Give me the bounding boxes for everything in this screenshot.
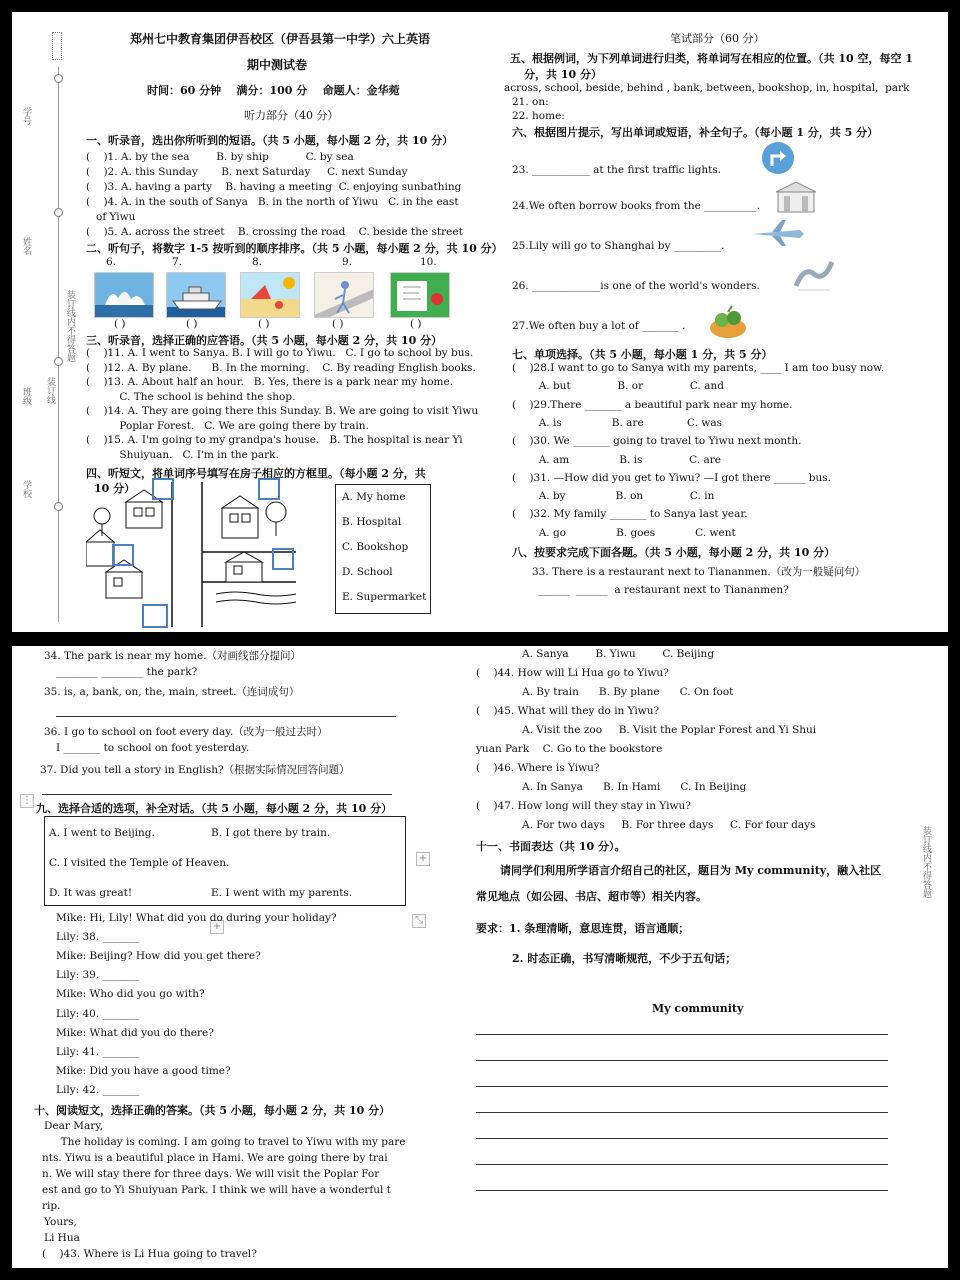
dialog-line: Lily: 42. _______ <box>56 1083 140 1096</box>
question-line: A. by B. on C. in <box>512 490 715 503</box>
pic-number: 8. <box>252 256 263 268</box>
section-2-title: 二、听句子，将数字 1-5 按听到的顺序排序。（共 5 小题，每小题 2 分，共 10 分） <box>86 242 503 255</box>
passage-line: est and go to Yi Shuiyuan Park. I think we will have a wonderful t <box>42 1184 391 1196</box>
question-line: ( )45. What will they do in Yiwu? <box>476 705 660 717</box>
option-item: D. It was great! <box>49 887 133 899</box>
option-item: C. I visited the Temple of Heaven. <box>49 857 230 869</box>
question-line: of Yiwu <box>96 211 136 223</box>
plane-icon <box>750 218 806 252</box>
question-line: ( )14. A. They are going there this Sunday. B. We are going to visit Yiwu <box>86 405 479 417</box>
listening-heading: 听力部分（40 分） <box>244 109 339 122</box>
answer-box[interactable] <box>258 478 280 500</box>
question-line: A. go B. goes C. went <box>512 526 736 539</box>
section-4-title: 四、听短文，将单词序号填写在房子相应的方框里。（每小题 2 分，共 <box>86 467 426 480</box>
section-1-title: 一、听录音，选出你所听到的短语。（共 5 小题，每小题 2 分，共 10 分） <box>86 134 454 147</box>
margin-note: 装订线 <box>45 377 55 404</box>
map-picture <box>390 272 450 318</box>
section-8-title: 八、按要求完成下面各题。（共 5 小题，每小题 2 分，共 10 分） <box>512 546 836 559</box>
question-line: 34. The park is near my home.（对画线部分提问） <box>44 650 302 662</box>
section-6-item: 25.Lily will go to Shanghai by _________. <box>512 240 725 252</box>
section-5-title-cont: 分，共 10 分） <box>524 68 602 81</box>
exam-page-2 <box>12 646 948 1268</box>
question-line: ( )47. How long will they stay in Yiwu? <box>476 800 691 812</box>
writing-line[interactable] <box>476 1190 888 1191</box>
question-line: Poplar Forest. C. We are going there by train. <box>86 419 369 432</box>
question-line: ( )13. A. About half an hour. B. Yes, there is a park near my home. <box>86 376 454 388</box>
option-item: A. I went to Beijing. <box>49 827 155 839</box>
answer-box[interactable] <box>272 548 294 570</box>
answer-bracket[interactable]: ( ) <box>114 318 126 330</box>
question-line: C. The school is behind the shop. <box>86 390 296 403</box>
section-9-options <box>44 816 406 906</box>
dialog-line: Mike: Who did you go with? <box>56 988 205 1001</box>
question-line: ( )11. A. I went to Sanya. B. I will go to Yiwu. C. I go to school by bus. <box>86 347 474 359</box>
essay-title: My community <box>652 1002 744 1015</box>
question-line: A. For two days B. For three days C. For four days <box>522 819 816 831</box>
writing-line[interactable] <box>476 1034 888 1035</box>
section-6-title: 六、根据图片提示，写出单词或短语，补全句子。（每小题 1 分，共 5 分） <box>512 126 879 139</box>
question-line: A. but B. or C. and <box>512 380 724 393</box>
question-line: ( )28.I want to go to Sanya with my parents, ____ I am too busy now. <box>512 362 885 374</box>
question-line: A. In Sanya B. In Hami C. In Beijing <box>522 781 747 793</box>
question-line: A. am B. is C. are <box>512 453 721 466</box>
section-5-row: 21. on: <box>512 96 549 108</box>
vegetables-icon <box>706 304 750 344</box>
question-line: 36. I go to school on foot every day.（改为一般过去时） <box>44 726 328 738</box>
option-item: B. Hospital <box>342 516 402 528</box>
pic-number: 6. <box>106 256 117 268</box>
section-4-title-cont: 10 分） <box>94 482 136 495</box>
section-5-wordlist: across, school, beside, behind , bank, between, bookshop, in, hospital, park <box>504 82 910 94</box>
section-3-title: 三、听录音，选择正确的应答语。（共 5 小题，每小题 2 分，共 10 分） <box>86 334 443 347</box>
question-line: ( )29.There _______ a beautiful park near my home. <box>512 398 793 411</box>
dialog-line: Lily: 39. _______ <box>56 969 140 982</box>
passage-line: nts. Yiwu is a beautiful place in Hami. We are going there by trai <box>42 1152 388 1164</box>
option-item: E. I went with my parents. <box>211 887 353 899</box>
question-33: 33. There is a restaurant next to Tiananmen.（改为一般疑问句） <box>532 566 866 578</box>
ship-picture <box>166 272 226 318</box>
margin-label: 姓名 <box>21 237 31 255</box>
pic-number: 7. <box>172 256 183 268</box>
question-line: ( )12. A. By plane. B. In the morning. C. By reading English books. <box>86 361 476 374</box>
add-icon[interactable]: + <box>416 852 430 866</box>
library-icon <box>774 180 818 218</box>
margin-note: 装订线内不得答题 <box>921 826 931 898</box>
dialog-line: Lily: 38. _______ <box>56 931 140 944</box>
add-icon[interactable]: + <box>210 920 224 934</box>
passage-line: Li Hua <box>44 1232 80 1244</box>
question-line: 37. Did you tell a story in English?（根据实际情况回答问题） <box>40 764 350 776</box>
section-6-item: 24.We often borrow books from the __________. <box>512 200 761 212</box>
answer-bracket[interactable]: ( ) <box>186 318 198 330</box>
crossing-picture <box>314 272 374 318</box>
margin-label: 班级 <box>21 387 31 405</box>
section-5-row: 22. home: <box>512 110 565 122</box>
question-line: ( )46. Where is Yiwu? <box>476 762 600 774</box>
section-6-item: 27.We often buy a lot of _______ . <box>512 320 686 332</box>
answer-box[interactable] <box>152 478 174 500</box>
exam-title: 郑州七中教育集团伊吾校区（伊吾县第一中学）六上英语 <box>130 32 431 46</box>
dialog-line: Lily: 41. _______ <box>56 1045 140 1058</box>
section-5-title: 五、根据例词，为下列单词进行归类，将单词写在相应的位置。（共 10 空，每空 1 <box>510 52 913 65</box>
dialog-line: Mike: What did you do there? <box>56 1026 214 1039</box>
question-line: ( )32. My family _______ to Sanya last year. <box>512 508 748 521</box>
question-line: A. By train B. By plane C. On foot <box>522 686 734 698</box>
option-item: B. I got there by train. <box>211 827 331 839</box>
margin-note: 装订线内不得答题 <box>65 290 75 362</box>
question-line: Shuiyuan. C. I'm in the park. <box>86 448 279 461</box>
section-6-item: 23. ___________ at the first traffic lights. <box>512 164 722 176</box>
question-line: ( )3. A. having a party B. having a meeting C. enjoying sunbathing <box>86 181 462 193</box>
dialog-line: Mike: Beijing? How did you get there? <box>56 950 261 963</box>
option-item: C. Bookshop <box>342 541 409 553</box>
question-line: 35. is, a, bank, on, the, main, street.（连词成句） <box>44 686 300 698</box>
answer-bracket[interactable]: ( ) <box>332 318 344 330</box>
question-line: ( )5. A. across the street B. crossing the road C. beside the street <box>86 226 463 238</box>
pic-number: 10. <box>420 256 437 268</box>
answer-bracket[interactable]: ( ) <box>410 318 422 330</box>
writing-line[interactable] <box>476 1086 888 1087</box>
margin-label: 学校 <box>21 480 31 498</box>
margin-label: 学号 <box>21 107 31 125</box>
question-line: ( )15. A. I'm going to my grandpa's house. B. The hospital is near Yi <box>86 434 463 446</box>
section-11-title: 十一、书面表达（共 10 分）。 <box>476 840 626 853</box>
binding-margin <box>12 12 87 632</box>
answer-bracket[interactable]: ( ) <box>258 318 270 330</box>
section-6-item: 26. _____________is one of the world's wonders. <box>512 280 760 292</box>
question-line: ( )31. —How did you get to Yiwu? —I got there ______ bus. <box>512 471 831 484</box>
passage-line: rip. <box>42 1200 61 1212</box>
question-line: ________ ________ the park? <box>56 666 198 678</box>
written-heading: 笔试部分（60 分） <box>670 32 765 45</box>
question-line: ( )4. A. in the south of Sanya B. in the north of Yiwu C. in the east <box>86 196 459 208</box>
section-4-options <box>335 484 431 614</box>
turn-right-sign-icon <box>760 140 796 180</box>
option-item: E. Supermarket <box>342 591 427 603</box>
section-7-title: 七、单项选择。（共 5 小题，每小题 1 分，共 5 分） <box>512 348 773 361</box>
answer-line[interactable] <box>42 794 392 795</box>
dialog-line: Mike: Hi, Lily! What did you do during your holiday? <box>56 912 337 924</box>
exam-info: 时间：60 分钟 满分：100 分 命题人：金华菀 <box>147 84 400 97</box>
question-line: A. Visit the zoo B. Visit the Poplar Forest and Yi Shui <box>522 724 817 736</box>
drag-handle[interactable] <box>52 32 62 60</box>
question-line: I _______ to school on foot yesterday. <box>56 742 250 754</box>
question-33-answer: ______ ______ a restaurant next to Tiananmen? <box>538 584 789 596</box>
question-line: ( )44. How will Li Hua go to Yiwu? <box>476 667 669 679</box>
question-line: A. is B. are C. was <box>512 416 723 429</box>
answer-box[interactable] <box>112 544 134 566</box>
writing-prompt-cont: 常见地点（如公园、书店、超市等）相关内容。 <box>476 890 707 903</box>
great-wall-icon <box>794 256 834 296</box>
dialog-line: Mike: Did you have a good time? <box>56 1064 231 1077</box>
section-10-title: 十、阅读短文，选择正确的答案。（共 5 小题，每小题 2 分，共 10 分） <box>34 1104 391 1117</box>
answer-box[interactable] <box>142 604 168 628</box>
writing-line[interactable] <box>476 1164 888 1165</box>
question-line: A. Sanya B. Yiwu C. Beijing <box>522 648 715 660</box>
section-9-title: 九、选择合适的选项，补全对话。（共 5 小题，每小题 2 分，共 10 分） <box>36 802 393 815</box>
beach-picture <box>240 272 300 318</box>
pic-number: 9. <box>342 256 353 268</box>
option-item: A. My home <box>342 491 406 503</box>
passage-line: Dear Mary, <box>44 1120 104 1132</box>
question-line: ( )30. We _______ going to travel to Yiwu next month. <box>512 435 802 448</box>
writing-requirement: 要求：1. 条理清晰，意思连贯，语言通顺； <box>476 922 690 935</box>
writing-line[interactable] <box>476 1138 888 1139</box>
dialog-line: Lily: 40. _______ <box>56 1007 140 1020</box>
option-item: D. School <box>342 566 393 578</box>
resize-icon[interactable]: ⤡ <box>412 914 426 928</box>
passage-line: Yours, <box>44 1216 77 1228</box>
writing-line[interactable] <box>476 1060 888 1061</box>
writing-requirement: 2. 时态正确，书写清晰规范，不少于五句话； <box>512 952 737 965</box>
question-line: yuan Park C. Go to the bookstore <box>476 743 663 755</box>
answer-line[interactable] <box>56 716 396 717</box>
move-handle-icon[interactable]: ⋮ <box>22 795 32 806</box>
writing-prompt: 请同学们利用所学语言介绍自己的社区，题目为 My community，融入社区 <box>500 864 882 877</box>
question-line: ( )1. A. by the sea B. by ship C. by sea <box>86 151 354 163</box>
passage-line: n. We will stay there for three days. We will visit the Poplar For <box>42 1168 380 1180</box>
writing-line[interactable] <box>476 1112 888 1113</box>
opera-house-picture <box>94 272 154 318</box>
passage-line: The holiday is coming. I am going to travel to Yiwu with my pare <box>54 1136 406 1148</box>
exam-page-1 <box>12 12 948 632</box>
passage-line: ( )43. Where is Li Hua going to travel? <box>42 1248 257 1260</box>
question-line: ( )2. A. this Sunday B. next Saturday C. next Sunday <box>86 166 408 178</box>
exam-subtitle: 期中测试卷 <box>247 58 308 72</box>
